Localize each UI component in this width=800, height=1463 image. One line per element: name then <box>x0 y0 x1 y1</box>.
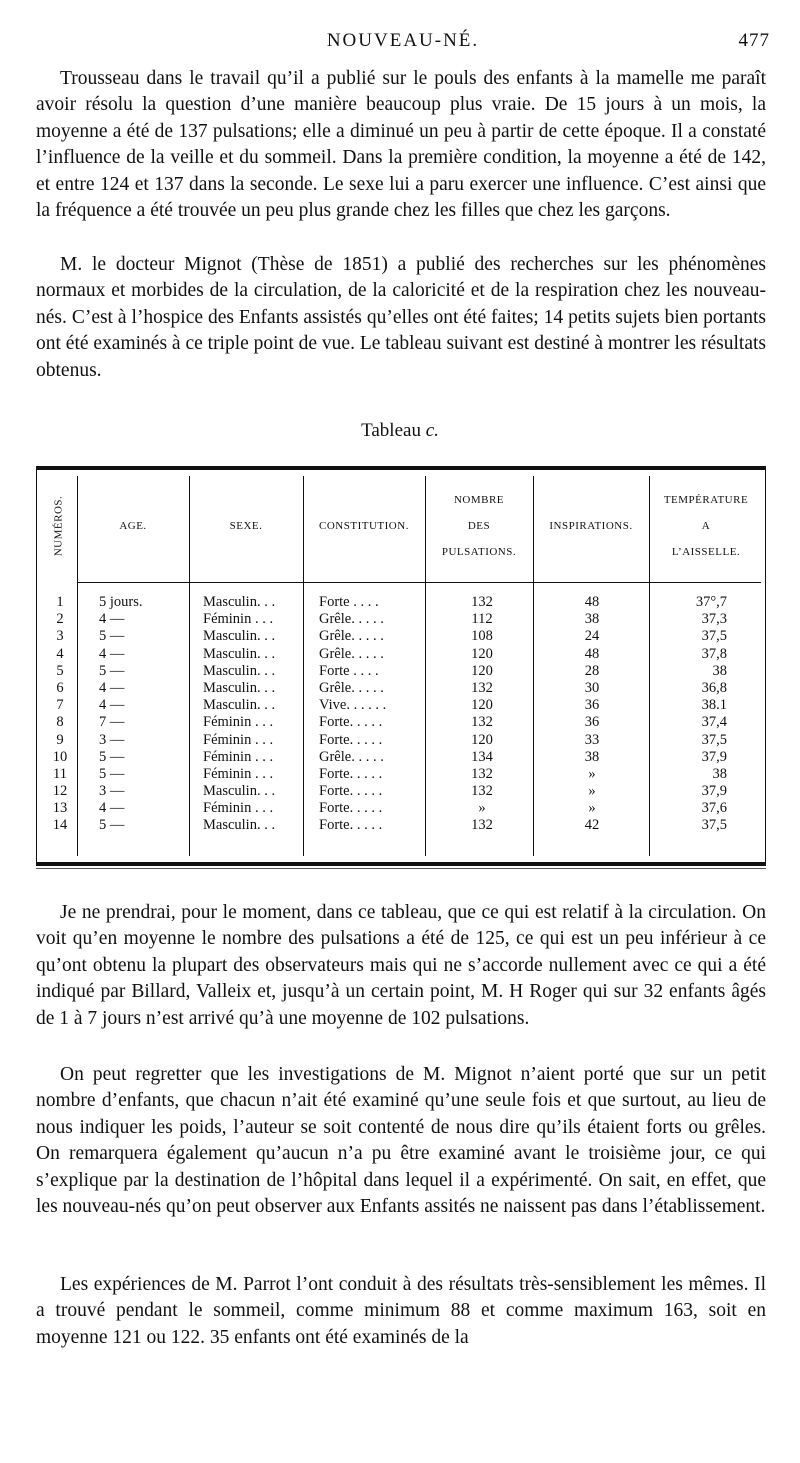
cell-constitution: Grêle. . . . . <box>319 628 384 645</box>
paragraph-parrot: Les expériences de M. Parrot l’ont conduit à des résultats très-sensiblement les mêmes. Il a trouvé pendant le sommeil, comme minimum 88 et comme maximum 163, soit en moyenne 121 ou 122. 35 enfants ont été examinés de la <box>36 1274 766 1348</box>
cell-pulsations: 120 <box>471 645 493 662</box>
cell-constitution: Grêle. . . . . <box>319 645 384 662</box>
cell-sexe: Masculin. . . <box>203 645 276 662</box>
header-temperature: TEMPÉRATURE A L’AISSELLE. <box>663 494 749 558</box>
cell-sexe: Féminin . . . <box>203 731 274 748</box>
table-row <box>37 817 765 834</box>
cell-constitution: Grêle. . . . . <box>319 611 384 628</box>
page-number: 477 <box>738 30 770 51</box>
cell-age: 5 — <box>99 628 125 645</box>
cell-numero: 3 <box>56 628 64 645</box>
header-sexe: SEXE. <box>229 520 263 532</box>
cell-sexe: Féminin . . . <box>203 748 274 765</box>
cell-inspirations: » <box>588 783 596 800</box>
table-row <box>37 628 765 645</box>
cell-temperature: 37,4 <box>701 714 727 731</box>
table-row <box>37 766 765 783</box>
paragraph-investigations: On peut regretter que les investigations de M. Mignot n’aient porté que sur un petit nombre d’enfants, que chacun n’ait été examiné qu’une seule fois et que surtout, au lieu de nous indiquer les poids, l’auteur se soit contenté de nous dire qu’ils étaient forts ou grêles. On remarquera également qu’aucun n’a pu être examiné avant le troisième jour, ce qui s’explique par la destination de l’hôpital dans lequel il a expérimenté. On sait, en effet, que les nouveau-nés qu’on peut observer aux Enfants assités ne naissent pas dans l’établissement. <box>36 1064 766 1218</box>
header-constitution: CONSTITUTION. <box>319 520 409 532</box>
cell-numero: 10 <box>52 748 68 765</box>
cell-constitution: Forte. . . . . <box>319 817 383 834</box>
cell-numero: 6 <box>56 679 64 696</box>
cell-constitution: Forte. . . . . <box>319 765 383 782</box>
cell-inspirations: 28 <box>584 662 600 679</box>
cell-age: 4 — <box>99 800 125 817</box>
cell-temperature: 37,8 <box>701 645 727 662</box>
running-title: NOUVEAU-NÉ. <box>326 30 480 51</box>
cell-inspirations: » <box>588 765 596 782</box>
cell-inspirations: 36 <box>584 714 600 731</box>
cell-temperature: 37°,7 <box>695 594 727 610</box>
header-rule <box>303 582 425 583</box>
cell-temperature: 37,3 <box>701 611 727 628</box>
cell-pulsations: 132 <box>471 714 493 731</box>
cell-sexe: Masculin. . . <box>203 783 276 800</box>
cell-constitution: Forte. . . . . <box>319 783 383 800</box>
cell-numero: 7 <box>56 697 64 714</box>
cell-temperature: 37,5 <box>701 817 727 834</box>
cell-constitution: Forte. . . . . <box>319 731 383 748</box>
cell-sexe: Masculin. . . <box>203 594 276 610</box>
cell-constitution: Forte. . . . . <box>319 800 383 817</box>
cell-inspirations: 33 <box>584 731 600 748</box>
cell-age: 4 — <box>99 679 125 696</box>
cell-age: 3 — <box>99 731 125 748</box>
table-row <box>37 749 765 766</box>
table-caption <box>0 420 800 442</box>
cell-sexe: Masculin. . . <box>203 697 276 714</box>
cell-inspirations: 24 <box>584 628 600 645</box>
table-caption-letter: c. <box>425 420 439 441</box>
cell-numero: 4 <box>56 645 64 662</box>
cell-constitution: Forte . . . . <box>319 594 379 610</box>
cell-pulsations: 132 <box>471 817 493 834</box>
running-header <box>36 30 770 58</box>
cell-age: 5 jours. <box>99 594 143 610</box>
cell-sexe: Masculin. . . <box>203 817 276 834</box>
cell-inspirations: 42 <box>584 817 600 834</box>
cell-pulsations: 134 <box>471 748 493 765</box>
table-caption-prefix: Tableau <box>361 420 426 441</box>
cell-temperature: 37,9 <box>701 783 727 800</box>
cell-temperature: 37,5 <box>701 628 727 645</box>
cell-age: 5 — <box>99 817 125 834</box>
cell-pulsations: 132 <box>471 765 493 782</box>
cell-constitution: Vive. . . . . . <box>319 697 387 714</box>
table-row <box>37 663 765 680</box>
header-age: AGE. <box>119 520 147 532</box>
cell-inspirations: 48 <box>584 594 600 610</box>
cell-temperature: 37,5 <box>701 731 727 748</box>
header-rule <box>189 582 303 583</box>
table-row <box>37 732 765 749</box>
cell-sexe: Féminin . . . <box>203 765 274 782</box>
table-bottom-rule <box>36 868 766 869</box>
cell-pulsations: 132 <box>471 594 493 610</box>
results-table <box>36 466 766 866</box>
cell-pulsations: 132 <box>471 783 493 800</box>
cell-constitution: Forte . . . . <box>319 662 379 679</box>
cell-pulsations: 132 <box>471 679 493 696</box>
header-rule <box>77 582 189 583</box>
cell-constitution: Grêle. . . . . <box>319 679 384 696</box>
cell-pulsations: 108 <box>471 628 493 645</box>
cell-sexe: Féminin . . . <box>203 800 274 817</box>
cell-temperature: 37,6 <box>701 800 727 817</box>
cell-temperature: 37,9 <box>701 748 727 765</box>
cell-sexe: Masculin. . . <box>203 662 276 679</box>
cell-inspirations: 48 <box>584 645 600 662</box>
cell-sexe: Féminin . . . <box>203 611 274 628</box>
cell-age: 7 — <box>99 714 125 731</box>
cell-numero: 5 <box>56 662 64 679</box>
paragraph-mignot: M. le docteur Mignot (Thèse de 1851) a publié des recherches sur les phénomènes normaux et morbides de la circulation, de la caloricité et de la respiration chez les nouveau-nés. C’est à l’hospice des Enfants assistés qu’elles ont été faites; 14 petits sujets bien portants ont été examinés à ce triple point de vue. Le tableau suivant est destiné à montrer les résultats obtenus. <box>36 254 766 381</box>
cell-sexe: Féminin . . . <box>203 714 274 731</box>
table-body <box>37 594 765 835</box>
header-numeros: NUMÉROS. <box>52 495 65 557</box>
cell-numero: 2 <box>56 611 64 628</box>
cell-age: 4 — <box>99 645 125 662</box>
cell-age: 5 — <box>99 748 125 765</box>
cell-numero: 11 <box>53 765 67 782</box>
cell-numero: 13 <box>52 800 68 817</box>
cell-inspirations: » <box>588 800 596 817</box>
cell-pulsations: » <box>478 800 486 817</box>
header-rule <box>649 582 761 583</box>
cell-numero: 12 <box>52 783 68 800</box>
table-row <box>37 800 765 817</box>
cell-inspirations: 30 <box>584 679 600 696</box>
table-row <box>37 714 765 731</box>
cell-temperature: 38.1 <box>701 697 727 714</box>
table-row <box>37 646 765 663</box>
paragraph-trousseau: Trousseau dans le travail qu’il a publié sur le pouls des enfants à la mamelle me paraît avoir résolu la question d’une manière beaucoup plus vraie. De 15 jours à un mois, la moyenne a été de 137 pulsations; elle a diminué un peu à partir de cette époque. Il a constaté l’influence de la veille et du sommeil. Dans la première condition, la moyenne a été de 142, et entre 124 et 137 dans la seconde. Le sexe lui a paru exercer une influence. C’est ainsi que la fréquence a été trouvée un peu plus grande chez les filles que chez les garçons. <box>36 68 766 222</box>
cell-inspirations: 38 <box>584 748 600 765</box>
cell-numero: 9 <box>56 731 64 748</box>
cell-age: 5 — <box>99 662 125 679</box>
cell-inspirations: 38 <box>584 611 600 628</box>
cell-numero: 14 <box>52 817 68 834</box>
cell-pulsations: 120 <box>471 697 493 714</box>
cell-age: 5 — <box>99 765 125 782</box>
cell-constitution: Grêle. . . . . <box>319 748 384 765</box>
header-pulsations: NOMBRE DES PULSATIONS. <box>441 494 517 558</box>
cell-age: 4 — <box>99 697 125 714</box>
cell-pulsations: 120 <box>471 731 493 748</box>
cell-inspirations: 36 <box>584 697 600 714</box>
cell-temperature: 36,8 <box>701 679 727 696</box>
cell-temperature: 38 <box>712 662 727 679</box>
table-row <box>37 783 765 800</box>
header-rule <box>533 582 649 583</box>
paragraph-circulation: Je ne prendrai, pour le moment, dans ce tableau, que ce qui est relatif à la circulation. On voit qu’en moyenne le nombre des pulsations a été de 125, ce qui est un peu inférieur à ce qu’ont obtenu la plupart des observateurs mais qui ne s’accorde nullement avec ce qui a été indiqué par Billard, Valleix et, jusqu’à un certain point, M. H Roger qui sur 32 enfants âgés de 1 à 7 jours n’est arrivé qu’à une moyenne de 102 pulsations. <box>36 902 766 1029</box>
table-row <box>37 594 765 611</box>
cell-age: 4 — <box>99 611 125 628</box>
cell-sexe: Masculin. . . <box>203 679 276 696</box>
cell-constitution: Forte. . . . . <box>319 714 383 731</box>
cell-sexe: Masculin. . . <box>203 628 276 645</box>
header-inspirations: INSPIRATIONS. <box>549 520 633 532</box>
cell-age: 3 — <box>99 783 125 800</box>
cell-numero: 8 <box>56 714 64 731</box>
cell-pulsations: 112 <box>471 611 493 628</box>
table-row <box>37 611 765 628</box>
header-rule <box>425 582 533 583</box>
table-row <box>37 680 765 697</box>
cell-numero: 1 <box>56 594 64 610</box>
cell-pulsations: 120 <box>471 662 493 679</box>
table-row <box>37 697 765 714</box>
cell-temperature: 38 <box>712 765 727 782</box>
